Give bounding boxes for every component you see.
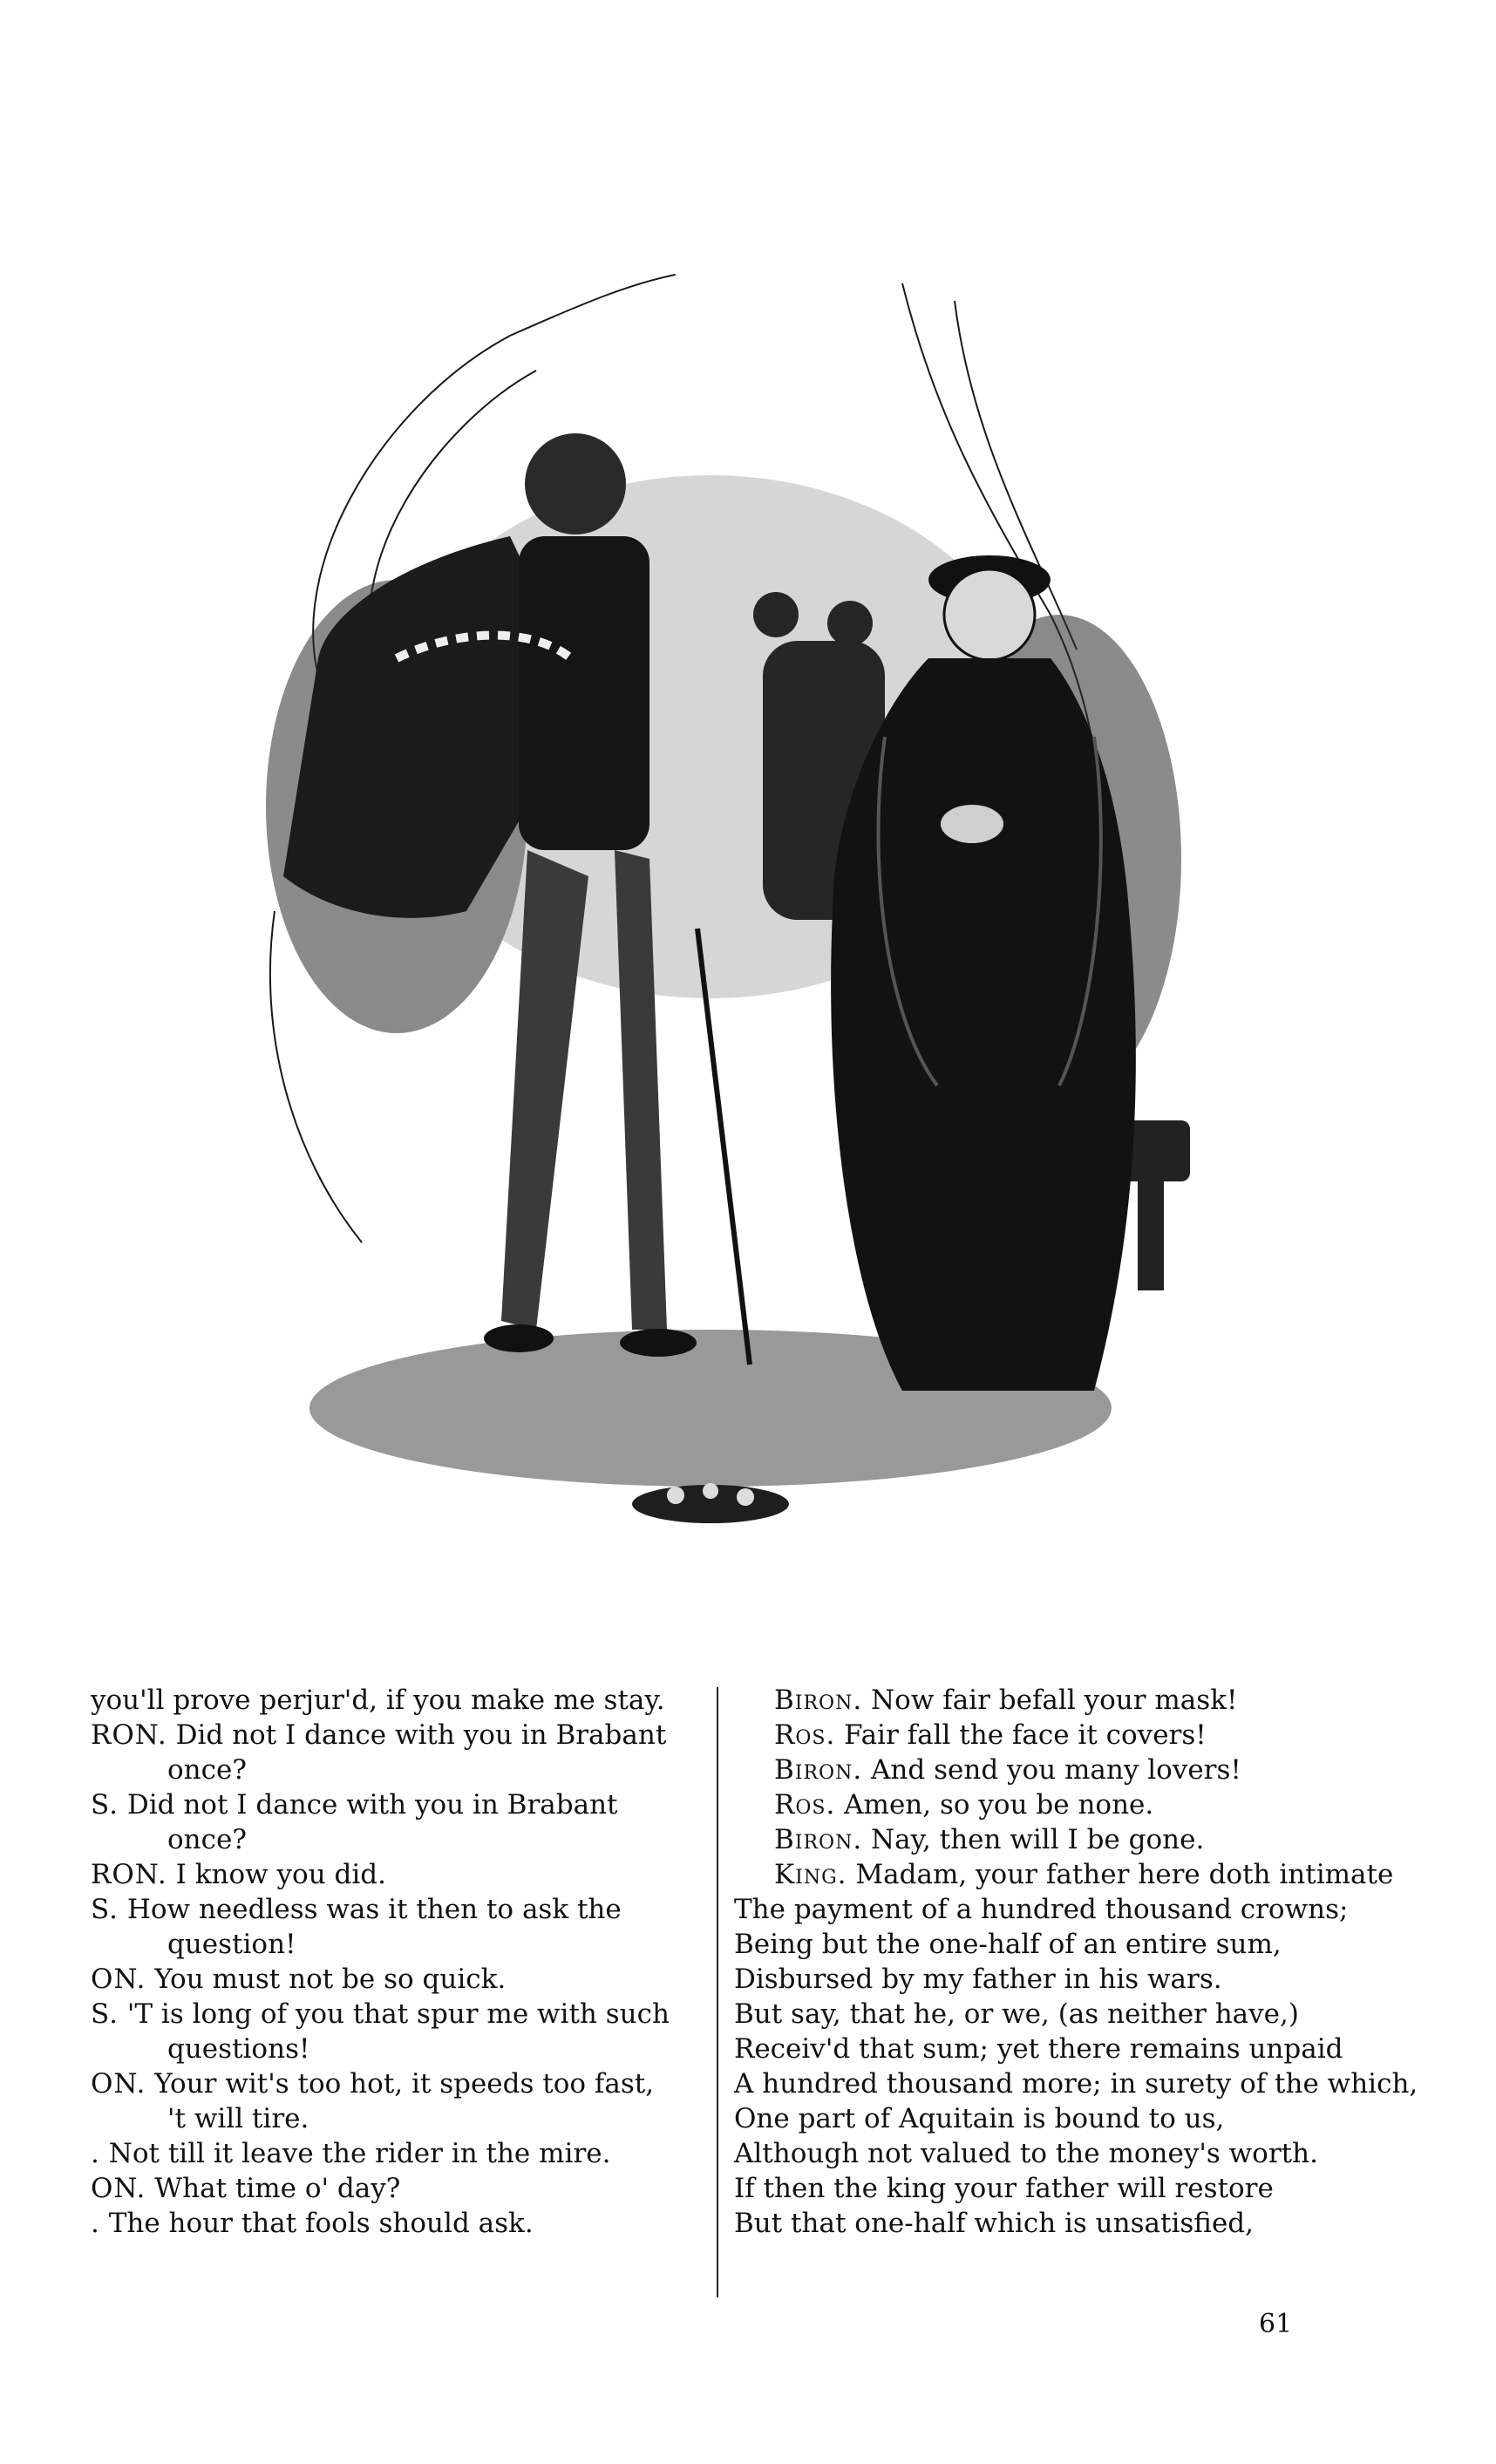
dialogue-text: The hour that fools should ask.: [108, 2208, 534, 2239]
dialogue-text: Receiv'd that sum; yet there remains unpaid: [734, 2033, 1343, 2065]
speaker-label: Biron.: [774, 1754, 863, 1786]
speaker-label: Ros.: [774, 1789, 836, 1821]
dialogue-text: once?: [167, 1824, 247, 1855]
text-line: [734, 1997, 1423, 2032]
text-line: [734, 2136, 1423, 2171]
dialogue-text: And send you many lovers!: [871, 1754, 1241, 1786]
column-divider: [717, 1687, 718, 2297]
dialogue-text: you'll prove perjur'd, if you make me stay.: [91, 1685, 665, 1716]
text-line: [91, 2171, 701, 2206]
dialogue-text: Your wit's too hot, it speeds too fast,: [154, 2068, 655, 2100]
speaker-label: ON.: [91, 2173, 146, 2204]
dialogue-text: question!: [167, 1929, 296, 1960]
speaker-label: Ros.: [774, 1719, 836, 1751]
dialogue-text: How needless was it then to ask the: [126, 1894, 622, 1925]
dialogue-text: A hundred thousand more; in surety of the which,: [734, 2068, 1418, 2100]
speaker-label: S.: [91, 1894, 119, 1925]
speaker-label: .: [91, 2208, 100, 2239]
dialogue-text: Nay, then will I be gone.: [871, 1824, 1205, 1855]
text-line: [734, 1857, 1423, 1892]
dialogue-text: once?: [167, 1754, 247, 1786]
text-line: [91, 1683, 701, 1718]
text-line: [734, 1787, 1423, 1822]
text-line: [734, 1892, 1423, 1927]
text-line: [734, 1822, 1423, 1857]
text-line: [734, 1718, 1423, 1753]
dialogue-text: Did not I dance with you in Brabant: [126, 1789, 618, 1821]
dialogue-text: But say, that he, or we, (as neither have,): [734, 1998, 1299, 2030]
text-line: [734, 2171, 1423, 2206]
dialogue-text: 't will tire.: [167, 2103, 309, 2134]
speaker-label: RON.: [91, 1859, 167, 1890]
text-line: [734, 2206, 1423, 2241]
speaker-label: King.: [774, 1859, 847, 1890]
dialogue-text: Amen, so you be none.: [844, 1789, 1154, 1821]
text-line-continuation: [91, 2101, 701, 2136]
dialogue-text: I know you did.: [175, 1859, 386, 1890]
text-line: [734, 2032, 1423, 2066]
text-line: [734, 2066, 1423, 2101]
dialogue-text: What time o' day?: [154, 2173, 401, 2204]
dialogue-text: Being but the one-half of an entire sum,: [734, 1929, 1282, 1960]
engraving-illustration: [222, 248, 1190, 1565]
text-line: [734, 1927, 1423, 1962]
text-line: [91, 1962, 701, 1997]
text-line: [91, 1857, 701, 1892]
text-line: [91, 1787, 701, 1822]
dialogue-text: Disbursed by my father in his wars.: [734, 1964, 1222, 1995]
text-line: [91, 2066, 701, 2101]
speaker-label: .: [91, 2138, 100, 2169]
speaker-label: Biron.: [774, 1824, 863, 1855]
dialogue-text: Fair fall the face it covers!: [844, 1719, 1207, 1751]
text-line-continuation: [91, 1927, 701, 1962]
speaker-label: S.: [91, 1998, 119, 2030]
dialogue-text: Now fair befall your mask!: [871, 1685, 1238, 1716]
right-text-column: [734, 1683, 1423, 2241]
dialogue-text: Did not I dance with you in Brabant: [175, 1719, 667, 1751]
text-line: [91, 1997, 701, 2032]
page-number: 61: [1259, 2309, 1293, 2339]
text-line-continuation: [91, 1822, 701, 1857]
dialogue-text: The payment of a hundred thousand crowns;: [734, 1894, 1349, 1925]
text-line: [91, 2136, 701, 2171]
dialogue-text: 'T is long of you that spur me with such: [126, 1998, 670, 2030]
text-line-continuation: [91, 2032, 701, 2066]
text-line: [91, 1718, 701, 1753]
speaker-label: ON.: [91, 2068, 146, 2100]
text-line: [734, 1753, 1423, 1787]
dialogue-text: Madam, your father here doth intimate: [855, 1859, 1394, 1890]
text-line-continuation: [91, 1753, 701, 1787]
text-line: [734, 1962, 1423, 1997]
dialogue-text: One part of Aquitain is bound to us,: [734, 2103, 1225, 2134]
text-line: [91, 2206, 701, 2241]
text-line: [91, 1892, 701, 1927]
speaker-label: RON.: [91, 1719, 167, 1751]
text-line: [734, 2101, 1423, 2136]
speaker-label: ON.: [91, 1964, 146, 1995]
engraving-icon: [222, 248, 1190, 1565]
text-line: [734, 1683, 1423, 1718]
left-text-column: [91, 1683, 701, 2241]
dialogue-text: Although not valued to the money's worth.: [734, 2138, 1318, 2169]
dialogue-text: But that one-half which is unsatisfied,: [734, 2208, 1255, 2239]
speaker-label: S.: [91, 1789, 119, 1821]
speaker-label: Biron.: [774, 1685, 863, 1716]
dialogue-text: If then the king your father will restore: [734, 2173, 1274, 2204]
dialogue-text: questions!: [167, 2033, 310, 2065]
dialogue-text: You must not be so quick.: [154, 1964, 507, 1995]
dialogue-text: Not till it leave the rider in the mire.: [108, 2138, 611, 2169]
